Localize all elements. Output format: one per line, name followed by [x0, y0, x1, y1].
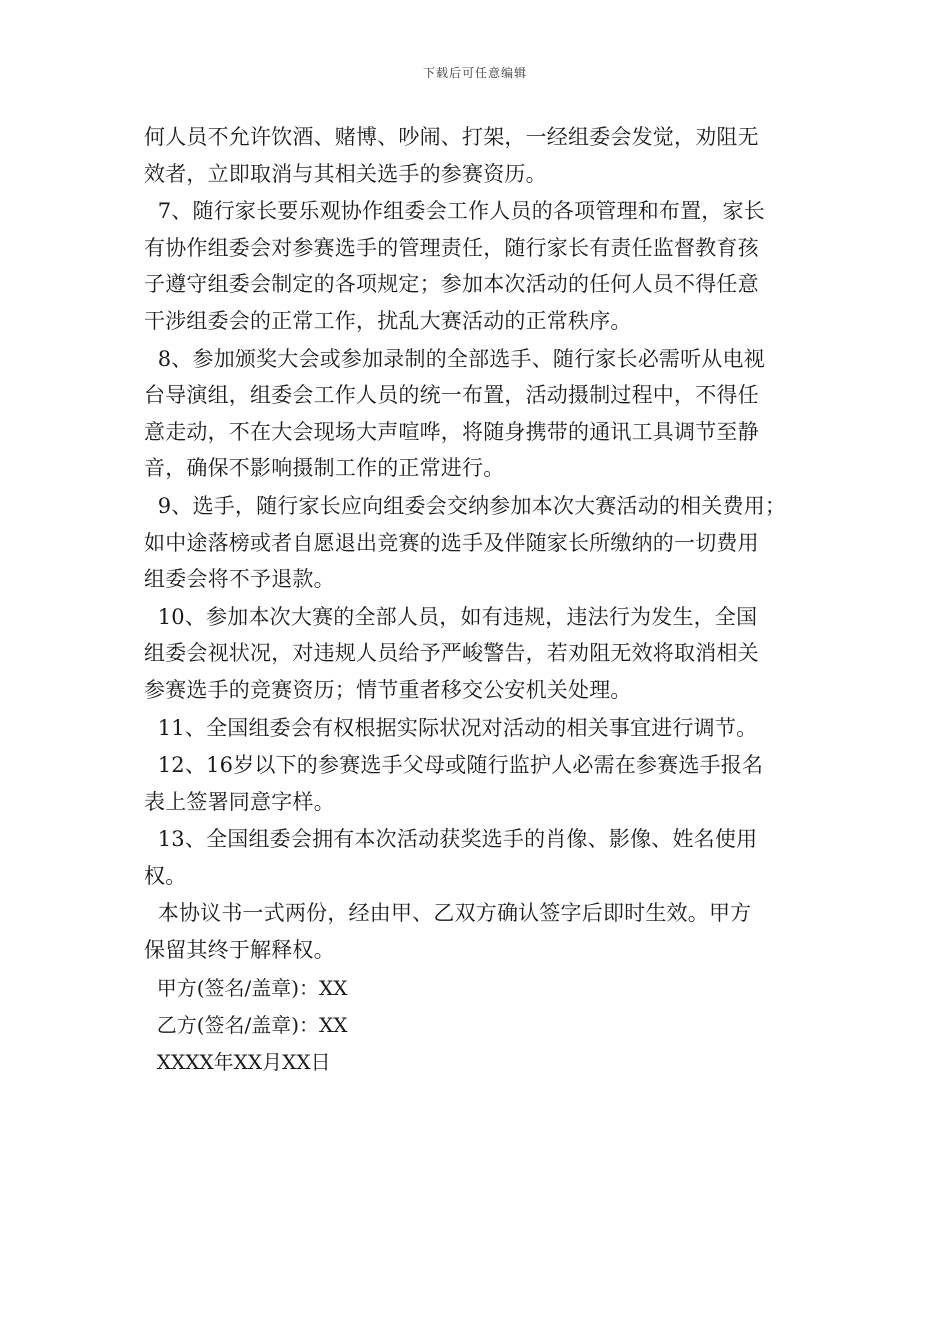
text-line: 11、全国组委会有权根据实际状况对活动的相关事宜进行调节。 — [144, 715, 758, 740]
text-line: 12、16岁以下的参赛选手父母或随行监护人必需在参赛选手报名 — [144, 753, 764, 778]
text-line: 保留其终于解释权。 — [144, 938, 335, 963]
paragraph — [144, 747, 824, 820]
text-line: 10、参加本次大赛的全部人员，如有违规，违法行为发生，全国 — [144, 604, 758, 629]
text-line: 权。 — [144, 863, 187, 888]
text-line: 何人员不允许饮酒、赌博、吵闹、打架，一经组委会发觉，劝阻无 — [144, 125, 759, 149]
signature-block — [144, 970, 824, 1081]
text-line: 表上签署同意字样。 — [144, 789, 335, 814]
text-line: 8、参加颁奖大会或参加录制的全部选手、随行家长必需听从电视 — [144, 346, 765, 371]
text-line: 组委会视状况，对违规人员给予严峻警告，若劝阻无效将取消相关 — [144, 641, 759, 666]
text-line: 参赛选手的竞赛资历；情节重者移交公安机关处理。 — [144, 677, 632, 702]
text-line: 效者，立即取消与其相关选手的参赛资历。 — [144, 161, 547, 186]
paragraph — [144, 119, 824, 192]
text-line: 干涉组委会的正常工作，扰乱大赛活动的正常秩序。 — [144, 308, 632, 333]
text-line: 台导演组，组委会工作人员的统一布置，活动摄制过程中，不得任 — [144, 383, 759, 408]
text-line: 组委会将不予退款。 — [144, 567, 335, 592]
signature-date: XXXX年XX月XX日 — [144, 1049, 331, 1074]
text-line: 音，确保不影响摄制工作的正常进行。 — [144, 456, 505, 481]
text-line: 7、随行家长要乐观协作组委会工作人员的各项管理和布置，家长 — [144, 199, 765, 224]
document-body — [144, 119, 824, 1081]
paragraph — [144, 895, 824, 968]
text-line: 子遵守组委会制定的各项规定；参加本次活动的任何人员不得任意 — [144, 272, 759, 297]
party-b-signature: 乙方(签名/盖章)：XX — [144, 1012, 348, 1037]
text-line: 13、全国组委会拥有本次活动获奖选手的肖像、影像、姓名使用 — [144, 827, 758, 852]
paragraph — [144, 821, 824, 894]
paragraph — [144, 710, 824, 747]
paragraph — [144, 193, 824, 339]
paragraph — [144, 599, 824, 709]
paragraph — [144, 488, 824, 598]
page-header: 下载后可任意编辑 — [422, 66, 527, 80]
text-line: 9、选手，随行家长应向组委会交纳参加本次大赛活动的相关费用； — [144, 493, 787, 518]
text-line: 意走动，不在大会现场大声喧哗，将随身携带的通讯工具调节至静 — [144, 419, 759, 444]
text-line: 如中途落榜或者自愿退出竞赛的选手及伴随家长所缴纳的一切费用 — [144, 530, 759, 555]
paragraph — [144, 341, 824, 487]
text-line: 本协议书一式两份，经由甲、乙双方确认签字后即时生效。甲方 — [144, 901, 752, 926]
text-line: 有协作组委会对参赛选手的管理责任，随行家长有责任监督教育孩 — [144, 235, 759, 260]
party-a-signature: 甲方(签名/盖章)：XX — [144, 975, 348, 1000]
